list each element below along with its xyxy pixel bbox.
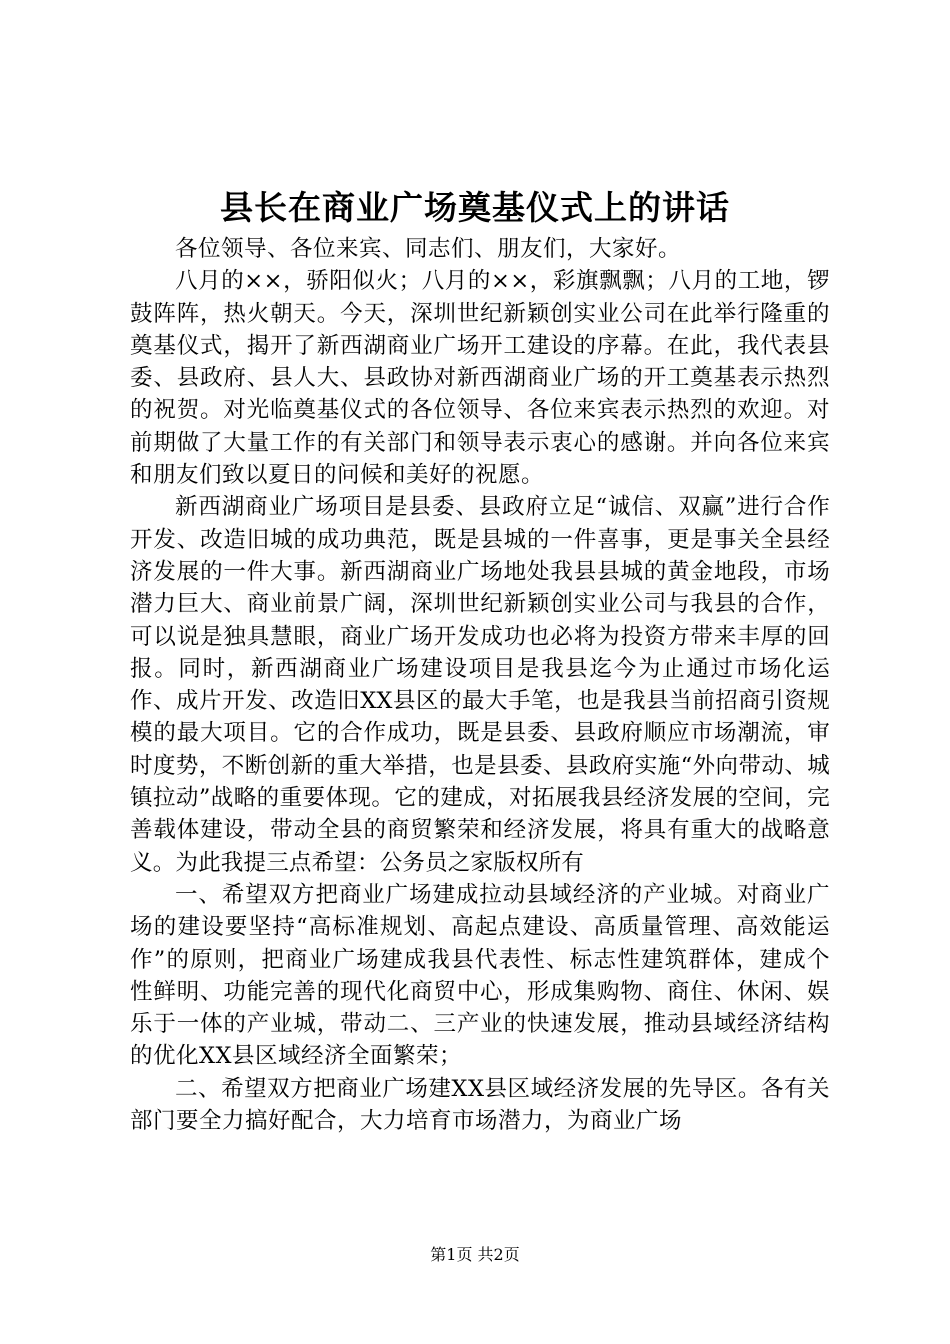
- paragraph-greeting: 各位领导、各位来宾、同志们、朋友们，大家好。: [175, 236, 682, 262]
- paragraph-project-significance: 新西湖商业广场项目是县委、县政府立足“诚信、双赢”进行合作开发、改造旧城的成功典范，既是县城的一件喜事，更是事关全县经济发展的一件大事。新西湖商业广场地处我县县城的黄金地段，市场潜力巨大、商业前景广阔，深圳世纪新颖创实业公司与我县的合作，可以说是独具慧眼，商业广场开发成功也必将为投资方带来丰厚的回报。同时，新西湖商业广场建设项目是我县迄今为止通过市场化运作、成片开发、改造旧XX县区的最大手笔，也是我县当前招商引资规模的最大项目。它的合作成功，既是县委、县政府顺应市场潮流，审时度势，不断创新的重大举措，也是县委、县政府实施“外向带动、城镇拉动”战略的重要体现。它的建成，对拓展我县经济发展的空间，完善载体建设，带动全县的商贸繁荣和经济发展，将具有重大的战略意义。为此我提三点希望：公务员之家版权所有: [130, 494, 830, 876]
- paragraph-hope-two: 二、希望双方把商业广场建XX县区域经济发展的先导区。各有关部门要全力搞好配合，大力培育市场潜力，为商业广场: [130, 1075, 830, 1135]
- document-body: [130, 233, 830, 1137]
- paragraph-hope-one: 一、希望双方把商业广场建成拉动县域经济的产业城。对商业广场的建设要坚持“高标准规划、高起点建设、高质量管理、高效能运作”的原则，把商业广场建成我县代表性、标志性建筑群体，建成个性鲜明、功能完善的现代化商贸中心，形成集购物、商住、休闲、娱乐于一体的产业城，带动二、三产业的快速发展，推动县域经济结构的优化XX县区域经济全面繁荣；: [130, 881, 830, 1070]
- document-title: 县长在商业广场奠基仪式上的讲话: [220, 188, 730, 227]
- paragraph-opening: 八月的××，骄阳似火；八月的××，彩旗飘飘；八月的工地，锣鼓阵阵，热火朝天。今天，深圳世纪新颖创实业公司在此举行隆重的奠基仪式，揭开了新西湖商业广场开工建设的序幕。在此，我代表县委、县政府、县人大、县政协对新西湖商业广场的开工奠基表示热烈的祝贺。对光临奠基仪式的各位领导、各位来宾表示热烈的欢迎。对前期做了大量工作的有关部门和领导表示衷心的感谢。并向各位来宾和朋友们致以夏日的问候和美好的祝愿。: [130, 268, 830, 489]
- page-number-footer: 第1页 共2页: [430, 1245, 520, 1264]
